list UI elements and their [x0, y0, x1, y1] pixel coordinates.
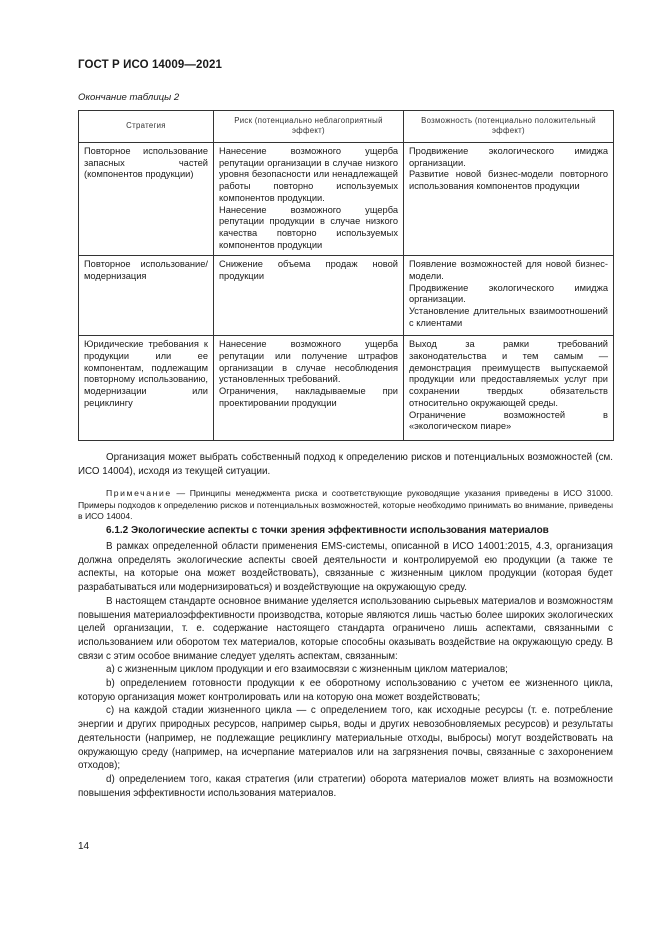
section-body: [78, 540, 613, 800]
cell-paragraph: Продвижение экологического имиджа организации.: [409, 282, 608, 305]
note-block: [78, 488, 613, 523]
list-item: b) определением готовности продукции к ее оборотному использованию с учетом ее жизненного цикла, которую организация может контролировать или на которую она может воздействовать;: [78, 678, 613, 703]
cell-paragraph: Ограничение возможностей в «экологическом пиаре»: [409, 409, 608, 432]
cell-paragraph: Нанесение возможного ущерба репутации продукции в случае низкого качества повторно используемых компонентов продукции: [219, 204, 398, 250]
cell-paragraph: Установление длительных взаимоотношений с клиентами: [409, 306, 608, 328]
list-item: d) определением того, какая стратегия (или стратегии) оборота материалов может влиять на возможности повышения эффективности использования материалов.: [78, 773, 613, 799]
note-label: Примечание: [106, 488, 172, 498]
column-header: Возможность (потенциально положительный эффект): [404, 111, 614, 143]
body-paragraph: В настоящем стандарте основное внимание уделяется использованию сырьевых материалов и возможностям повышения материалоэффективности производства, которые являются лишь частью более широких экологических целей организации, т. е. содержание настоящего стандарта ограничено лишь аспектами, связанными с использованием или оборотом тех материалов, которые способны оказывать воздействие на окружающую среду. В связи с этим особое внимание следует уделять аспектам, связанным:: [78, 595, 613, 662]
table-row: [79, 336, 614, 441]
opportunity-cell: [404, 336, 614, 441]
cell-paragraph: Нанесение возможного ущерба репутации организации в случае низкого уровня безопасности или ненадлежащей работы повторно используемых компонентов продукции.: [219, 146, 398, 203]
cell-paragraph: Ограничения, накладываемые при проектировании продукции: [219, 386, 398, 408]
intro-block: [78, 451, 613, 478]
risk-cell: [214, 143, 404, 256]
risk-cell: [214, 256, 404, 336]
strategy-cell: Повторное использование запасных частей (компонентов продукции): [79, 143, 214, 256]
note-text: — Принципы менеджмента риска и соответствующие руководящие указания приведены в ИСО 31000. Примеры подходов к определению рисков и потенциальных возможностей, которые необходимо принимать во внимание, приведены в ИСО 14004.: [78, 488, 613, 522]
table-row: [79, 256, 614, 336]
column-header: Стратегия: [79, 111, 214, 143]
cell-paragraph: Нанесение возможного ущерба репутации или получение штрафов организации в случае несоблюдения установленных требований.: [219, 339, 398, 385]
cell-paragraph: Продвижение экологического имиджа организации.: [409, 146, 608, 168]
table-caption: Окончание таблицы 2: [78, 92, 180, 103]
strategy-cell: Юридические требования к продукции или ее компонентам, подлежащим повторному использованию, модернизации или рециклингу: [79, 336, 214, 441]
section-title: 6.1.2 Экологические аспекты с точки зрения эффективности использования материалов: [106, 525, 549, 536]
body-paragraph: Организация может выбрать собственный подход к определению рисков и потенциальных возможностей (см. ИСО 14004), исходя из текущей ситуации.: [78, 452, 613, 477]
page-number: 14: [78, 841, 90, 852]
column-header: Риск (потенциально неблагоприятный эффект): [214, 111, 404, 143]
list-item: a) с жизненным циклом продукции и его взаимосвязи с жизненным циклом материалов;: [106, 664, 508, 676]
body-paragraph: В рамках определенной области применения EMS-системы, описанной в ИСО 14001:2015, 4.3, организация должна определять экологические аспекты своей деятельности и контролируемой ею продукции (а также те аспекты, на которые она может воздействовать), связанные с жизненным циклом продукции (которая будет разрабатываться или модернизироваться) и воздействующие на окружающую среду.: [78, 541, 613, 594]
strategy-cell: Повторное использование/модернизация: [79, 256, 214, 336]
table-row: [79, 143, 614, 256]
document-header: ГОСТ Р ИСО 14009—2021: [78, 59, 223, 71]
cell-paragraph: Выход за рамки требований законодательства и тем самым — демонстрация преимуществ выпускаемой продукции или предоставляемых услуг при сохранении твердых обязательств относительно окружающей среды.: [409, 339, 608, 408]
cell-paragraph: Появление возможностей для новой бизнес-модели.: [409, 259, 608, 282]
table-header-row: [79, 111, 614, 143]
strategy-table: [78, 110, 614, 441]
opportunity-cell: [404, 143, 614, 256]
cell-paragraph: Развитие новой бизнес-модели повторного использования компонентов продукции: [409, 169, 608, 192]
cell-paragraph: Снижение объема продаж новой продукции: [219, 259, 398, 282]
risk-cell: [214, 336, 404, 441]
list-item: c) на каждой стадии жизненного цикла — с определением того, как исходные ресурсы (т. е. потребление энергии и других природных ресурсов, например сырья, воды и других невозобновляемых ресурсов) и результаты деятельности (например, не подлежащие рециклингу материальные отходы, выбросы) могут воздействовать на окружающую среду (например, на исчерпание материалов или на загрязнения почвы, связанные с захоронением отходов);: [78, 705, 614, 772]
opportunity-cell: [404, 256, 614, 336]
